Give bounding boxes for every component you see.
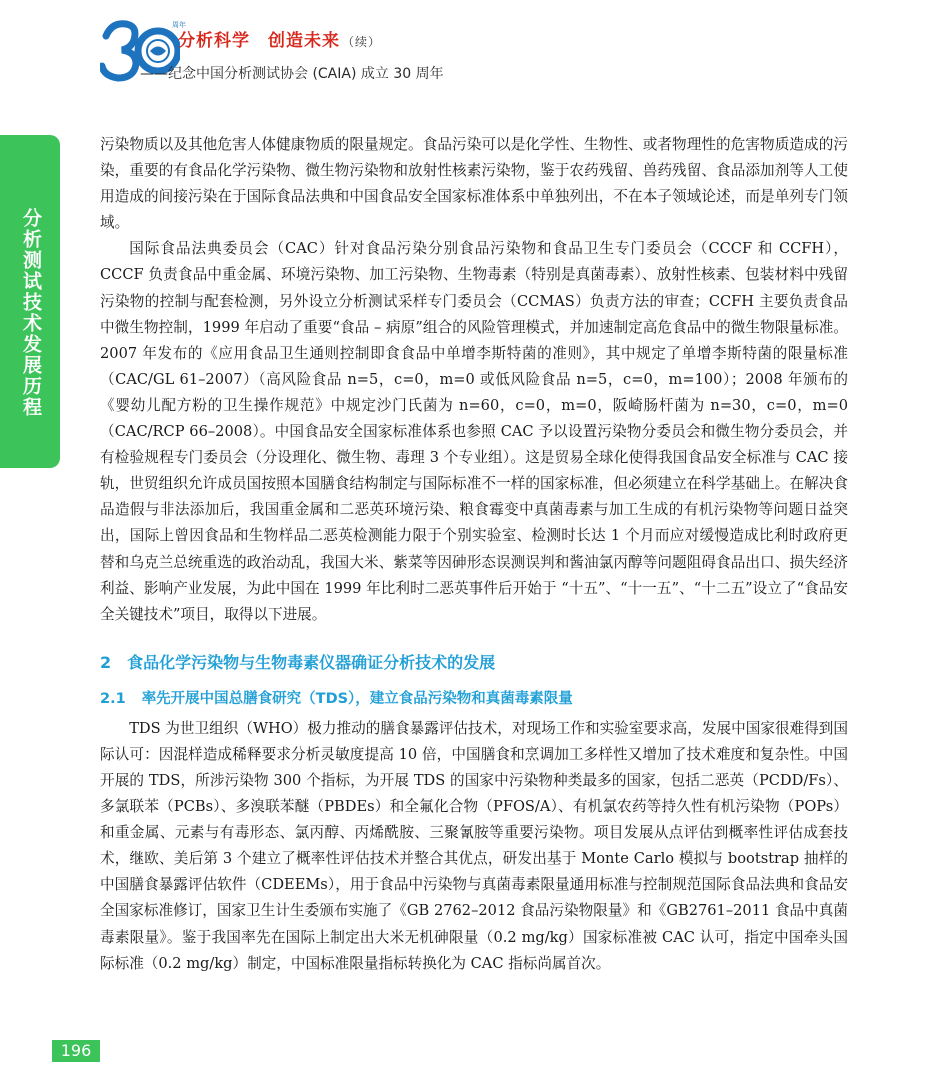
paragraph-1: 污染物质以及其他危害人体健康物质的限量规定。食品污染可以是化学性、生物性、或者物理性的危害物质造成的污染，重要的有食品化学污染物、微生物污染物和放射性核素污染物，鉴于农药残留、兽药残留、食品添加剂等人工使用造成的间接污染在于国际食品法典和中国食品安全国家标准体系中单独列出，不在本子领域论述，而是单列专门领域。 [100,136,848,232]
anniversary-small-label: 周年 [172,21,186,29]
page-number: 196 [52,1040,100,1062]
section-2-title: 食品化学污染物与生物毒素仪器确证分析技术的发展 [127,652,496,672]
section-2-1-number: 2.1 [100,690,126,707]
section-2-heading [100,650,848,676]
slogan-continued: （续） [342,35,382,49]
paragraph-3: TDS 为世卫组织（WHO）极力推动的膳食暴露评估技术，对现场工作和实验室要求高，发展中国家很难得到国际认可：因混样造成稀释要求分析灵敏度提高 10 倍，中国膳食和烹调加工多样性又增加了技术难度和复杂性。中国开展的 TDS，所涉污染物 300 个指标，为开展 TDS 的国家中污染物种类最多的国家，包括二恶英（PCDD/Fs）、多氯联苯（PCBs）、多溴联苯醚（PBDEs）和全氟化合物（PFOS/A）、有机氯农药等持久性有机污染物（POPs）和重金属、元素与有毒形态、氯丙醇、丙烯酰胺、三聚氰胺等重要污染物。项目发展从点评估到概率性评估成套技术，继欧、美后第 3 个建立了概率性评估技术并整合其优点，研发出基于 Monte Carlo 模拟与 bootstrap 抽样的中国膳食暴露评估软件（CDEEMs），用于食品中污染物与真菌毒素限量通用标准与控制规范国际食品法典和食品安全国家标准修订，国家卫生计生委颁布实施了《GB 2762–2012 食品污染物限量》和《GB2761–2011 食品中真菌毒素限量》。鉴于我国率先在国际上制定出大米无机砷限量（0.2 mg/kg）国家标准被 CAC 认可，指定中国牵头国际标准（0.2 mg/kg）制定，中国标准限量指标转换化为 CAC 指标尚属首次。 [100,719,848,972]
slogan [178,26,381,51]
main-content [100,132,848,977]
section-2-1-title: 率先开展中国总膳食研究（TDS），建立食品污染物和真菌毒素限量 [141,690,573,707]
header-subtitle: ——纪念中国分析测试协会 (CAIA) 成立 30 周年 [140,66,444,82]
side-chapter-title: 分析测试技术发展历程 [20,208,42,418]
section-2-1-heading [100,686,848,712]
page-header [100,18,600,88]
section-2-number: 2 [100,652,112,672]
paragraph-2: 国际食品法典委员会（CAC）针对食品污染分别食品污染物和食品卫生专门委员会（CCCF 和 CCFH），CCCF 负责食品中重金属、环境污染物、加工污染物、生物毒素（特别是真菌毒素）、放射性核素、包装材料中残留污染物的控制与配套检测，另外设立分析测试采样专门委员会（CCMAS）负责方法的审查；CCFH 主要负责食品中微生物控制，1999 年启动了重要“食品 – 病原”组合的风险管理模式，并加速制定高危食品中的微生物限量标准。2007 年发布的《应用食品卫生通则控制即食食品中单增李斯特菌的准则》，其中规定了单增李斯特菌的限量标准（CAC/GL 61–2007）（高风险食品 n=5，c=0，m=0 或低风险食品 n=5，c=0，m=100）；2008 年颁布的《婴幼儿配方粉的卫生操作规范》中规定沙门氏菌为 n=60，c=0，m=0，阪崎肠杆菌为 n=30，c=0，m=0（CAC/RCP 66–2008）。中国食品安全国家标准体系也参照 CAC 予以设置污染物分委员会和微生物分委员会，并有检验规程专门委员会（分设理化、微生物、毒理 3 个专业组）。这是贸易全球化使得我国食品安全标准与 CAC 接轨，世贸组织允许成员国按照本国膳食结构制定与国际标准不一样的国家标准，但必须建立在科学基础上。在解决食品造假与非法添加后，我国重金属和二恶英环境污染、粮食霉变中真菌毒素与加工生成的有机污染物等问题日益突出，国际上曾因食品和生物样品二恶英检测能力限于个别实验室、检测时长达 1 个月而应对缓慢造成比利时政府更替和乌克兰总统重选的政治动乱，我国大米、紫菜等因砷形态误测误判和酱油氯丙醇等问题阻碍食品出口、损失经济利益、影响产业发展，为此中国在 1999 年比利时二恶英事件后开始于 “十五”、“十一五”、“十二五”设立了“食品安全关键技术”项目，取得以下进展。 [100,240,848,623]
slogan-text: 分析科学 创造未来 [178,31,340,51]
